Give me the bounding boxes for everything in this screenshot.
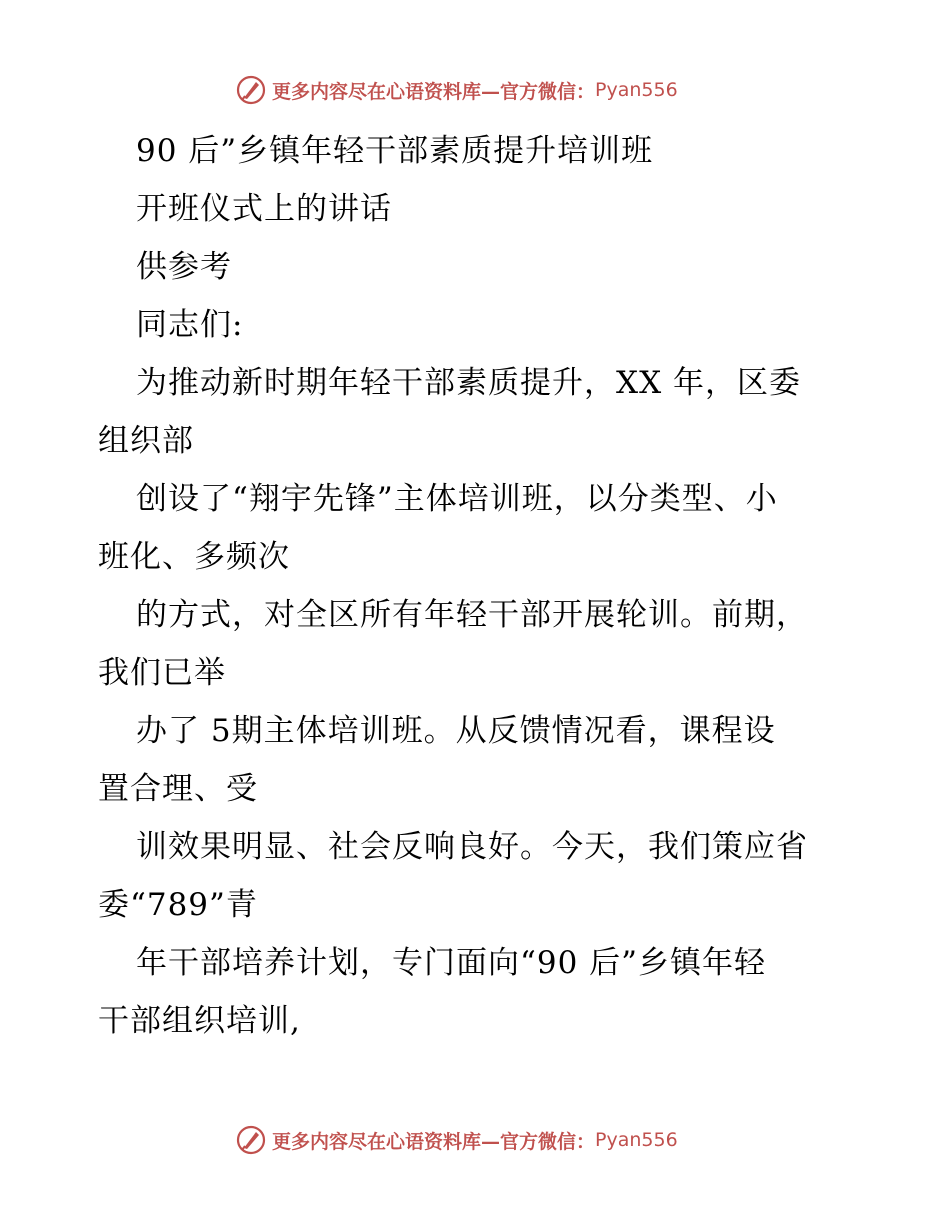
document-body bbox=[98, 122, 858, 1050]
quill-pen-icon bbox=[236, 75, 266, 105]
doc-line-4: 同志们: bbox=[136, 307, 244, 343]
doc-line-15: 年干部培养计划，专门面向“90 后”乡镇年轻 bbox=[136, 945, 766, 981]
doc-line-14: 委“789”青 bbox=[98, 887, 258, 923]
quill-pen-icon bbox=[236, 1125, 266, 1155]
watermark-text: 更多内容尽在心语资料库—官方微信： bbox=[272, 80, 596, 103]
doc-line-2: 开班仪式上的讲话 bbox=[136, 191, 392, 227]
watermark-wechat-id: Pyan556 bbox=[595, 1129, 678, 1151]
doc-line-13: 训效果明显、社会反响良好。今天，我们策应省 bbox=[136, 829, 808, 865]
doc-line-5: 为推动新时期年轻干部素质提升，XX 年，区委 bbox=[136, 365, 801, 401]
doc-line-16: 干部组织培训, bbox=[98, 1003, 301, 1039]
doc-line-1: 90 后”乡镇年轻干部素质提升培训班 bbox=[136, 133, 654, 169]
doc-line-7: 创设了“翔宇先锋”主体培训班，以分类型、小 bbox=[136, 481, 778, 517]
doc-line-6: 组织部 bbox=[98, 423, 194, 459]
header-watermark bbox=[236, 72, 678, 108]
watermark-text: 更多内容尽在心语资料库—官方微信： bbox=[272, 1130, 596, 1153]
doc-line-11: 办了 5期主体培训班。从反馈情况看，课程设 bbox=[136, 713, 776, 749]
footer-watermark bbox=[236, 1122, 678, 1158]
doc-line-9: 的方式，对全区所有年轻干部开展轮训。前期， bbox=[136, 597, 808, 633]
doc-line-12: 置合理、受 bbox=[98, 771, 258, 807]
watermark-wechat-id: Pyan556 bbox=[595, 79, 678, 101]
doc-line-3: 供参考 bbox=[136, 249, 232, 285]
doc-line-8: 班化、多频次 bbox=[98, 539, 290, 575]
doc-line-10: 我们已举 bbox=[98, 655, 226, 691]
